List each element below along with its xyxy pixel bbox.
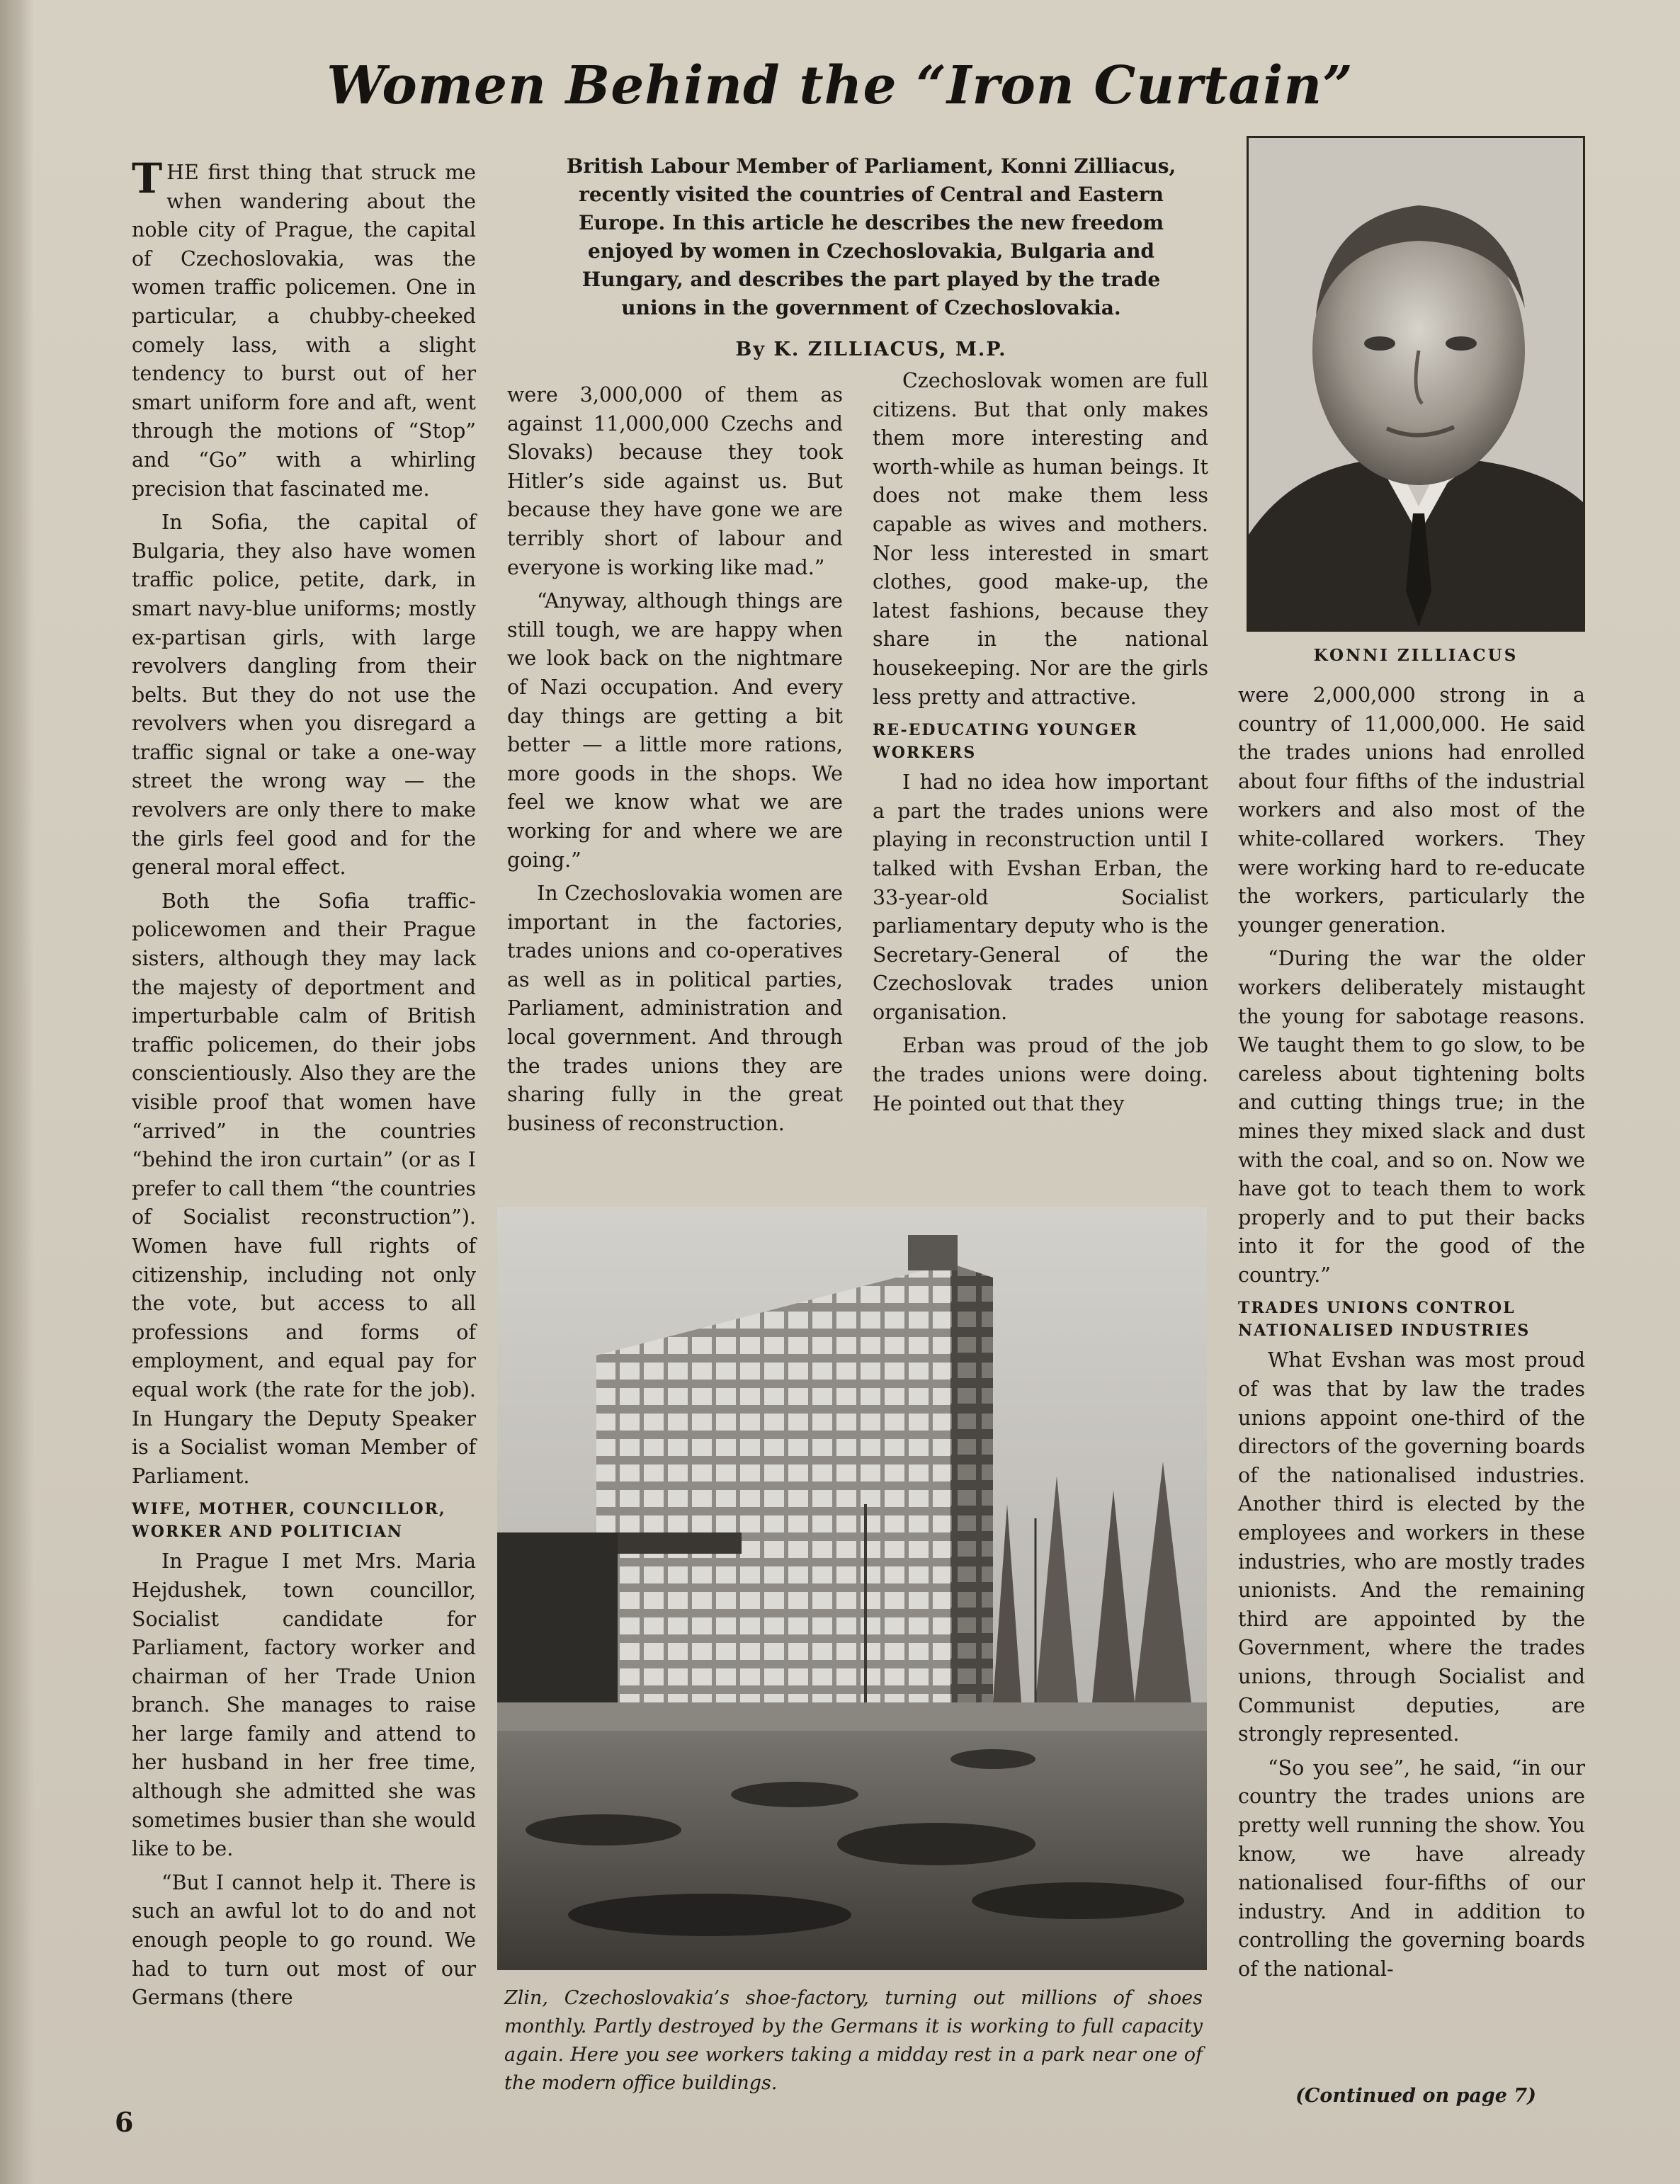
paragraph: “Anyway, although things are still tough, we are happy when we look back on the nightmare of Nazi occupation. And every day things are getting a bit better — a little more rations, more goods in the shops. We feel we know what we are working for and where we are going.” — [507, 589, 843, 872]
paragraph: Czechoslovak women are full citizens. But that only makes them more interesting and worth-while as human beings. It does not make them less capable as wives and mothers. Nor less interested in smart clothes, good make-up, the latest fashions, because they share in the national housekeeping. Nor are the girls less pretty and attractive. — [873, 369, 1208, 709]
section-heading: TRADES UNIONS CONTROL NATIONALISED INDUSTRIES — [1238, 1299, 1531, 1341]
column-1 — [132, 154, 476, 2018]
portrait-caption: KONNI ZILLIACUS — [1313, 646, 1519, 665]
page-fold-shadow — [0, 0, 34, 2184]
portrait-photo — [1247, 136, 1585, 632]
paragraph: “During the war the older workers deliberately mistaught the young for sabotage reasons. We taught them to go slow, to be careless about tightening bolts and cutting things true; in the mines they mixed slack and dust with the coal, and so on. Now we have got to teach them to work properly and to put their backs into it for the good of the country.” — [1238, 947, 1585, 1287]
opening-paragraph — [132, 154, 476, 504]
paragraph: “But I cannot help it. There is such an awful lot to do and not enough people to go round. We had to turn out most of our Germans (there — [132, 1870, 476, 2010]
paragraph: In Sofia, the capital of Bulgaria, they also have women traffic police, petite, dark, in smart navy-blue uniforms; mostly ex-partisan girls, with large revolvers dangling from their belts. But they do not use the revolvers when you disregard a traffic signal or take a one-way street the wrong way — the revolvers are only there to make the girls feel good and for the general moral effect. — [132, 511, 476, 880]
portrait-illustration — [1249, 138, 1585, 632]
paragraph: Erban was proud of the job the trades unions were doing. He pointed out that they — [873, 1034, 1208, 1115]
article-title: Women Behind the “Iron Curtain” — [327, 55, 1353, 116]
section-heading: RE-EDUCATING YOUNGER WORKERS — [873, 721, 1138, 763]
opening-paragraph-text: HE first thing that struck me when wandering about the noble city of Prague, the capital of Czechoslovakia, was the women traffic policemen. One in particular, a chubby-cheeked comely lass, with a slight tendency to burst out of her smart uniform fore and aft, went through the motions of “Stop” and “Go” with a whirling precision that fascinated me. — [132, 161, 476, 501]
section-heading: WIFE, MOTHER, COUNCILLOR, WORKER AND POLITICIAN — [132, 1500, 446, 1542]
paragraph: Both the Sofia traffic-policewomen and their Prague sisters, although they may lack the majesty of deportment and imperturbable calm of British traffic policemen, do their jobs conscientiously. Also they are the visible proof that women have “arrived” in the countries “behind the iron curtain” (or as I prefer to call them “the countries of Socialist reconstruction”). Women have full rights of citizenship, including not only the vote, but access to all professions and forms of employment, and equal pay for equal work (the rate for the job). In Hungary the Deputy Speaker is a Socialist woman Member of Parliament. — [132, 889, 476, 1488]
page-number: 6 — [115, 2106, 134, 2138]
drop-cap: T — [132, 154, 163, 203]
paragraph: were 3,000,000 of them as against 11,000,000 Czechs and Slovaks) because they took Hitler’s side against us. But because they have gone we are terribly short of labour and everyone is working like mad.” — [507, 383, 843, 579]
paragraph: What Evshan was most proud of was that by law the trades unions appoint one-third of the directors of the governing boards of the nationalised industries. Another third is elected by the employees and workers in these industries, who are mostly trades unionists. And the remaining third are appointed by the Government, where the trades unions, through Socialist and Communist deputies, are strongly represented. — [1238, 1348, 1585, 1746]
column-3 — [873, 367, 1208, 1123]
photo-caption: Zlin, Czechoslovakia’s shoe-factory, turning out millions of shoes monthly. Partly destroyed by the Germans it is working to full capacity again. Here you see workers taking a midday rest in a park near one of the modern office buildings. — [504, 1987, 1203, 2094]
paragraph: “So you see”, he said, “in our country the trades unions are pretty well running the show. You know, we have already nationalised four-fifths of our industry. And in addition to controlling the governing boards of the national- — [1238, 1756, 1585, 1981]
article-lead: British Labour Member of Parliament, Konni Zilliacus, recently visited the countries of Central and Eastern Europe. In this article he describes the new freedom enjoyed by women in Czechoslovakia, Bulgaria and Hungary, and describes the part played by the trade unions in the government of Czechoslovakia. — [566, 154, 1176, 319]
byline: By K. ZILLIACUS, M.P. — [735, 339, 1007, 360]
column-4 — [1238, 681, 1585, 1989]
column-2 — [507, 381, 843, 1143]
paragraph: I had no idea how important a part the trades unions were playing in reconstruction until I talked with Evshan Erban, the 33-year-old Socialist parliamentary deputy who is the Secretary-General of the Czechoslovak trades union organisation. — [873, 770, 1208, 1024]
factory-building-illustration — [497, 1207, 1207, 1970]
paragraph: were 2,000,000 strong in a country of 11,000,000. He said the trades unions had enrolled about four fifths of the industrial workers and also most of the white-collared workers. They were working hard to re-educate the workers, particularly the younger generation. — [1238, 683, 1585, 937]
factory-photo — [497, 1207, 1207, 1970]
continued-note: (Continued on page 7) — [1295, 2085, 1536, 2107]
paragraph: In Prague I met Mrs. Maria Hejdushek, town councillor, Socialist candidate for Parliament, factory worker and chairman of her Trade Union branch. She manages to raise her large family and attend to her husband in her free time, although she admitted she was sometimes busier than she would like to be. — [132, 1549, 476, 1861]
paragraph: In Czechoslovakia women are important in the factories, trades unions and co-operatives as well as in political parties, Parliament, administration and local government. And through the trades unions they are sharing fully in the great business of reconstruction. — [507, 882, 843, 1135]
